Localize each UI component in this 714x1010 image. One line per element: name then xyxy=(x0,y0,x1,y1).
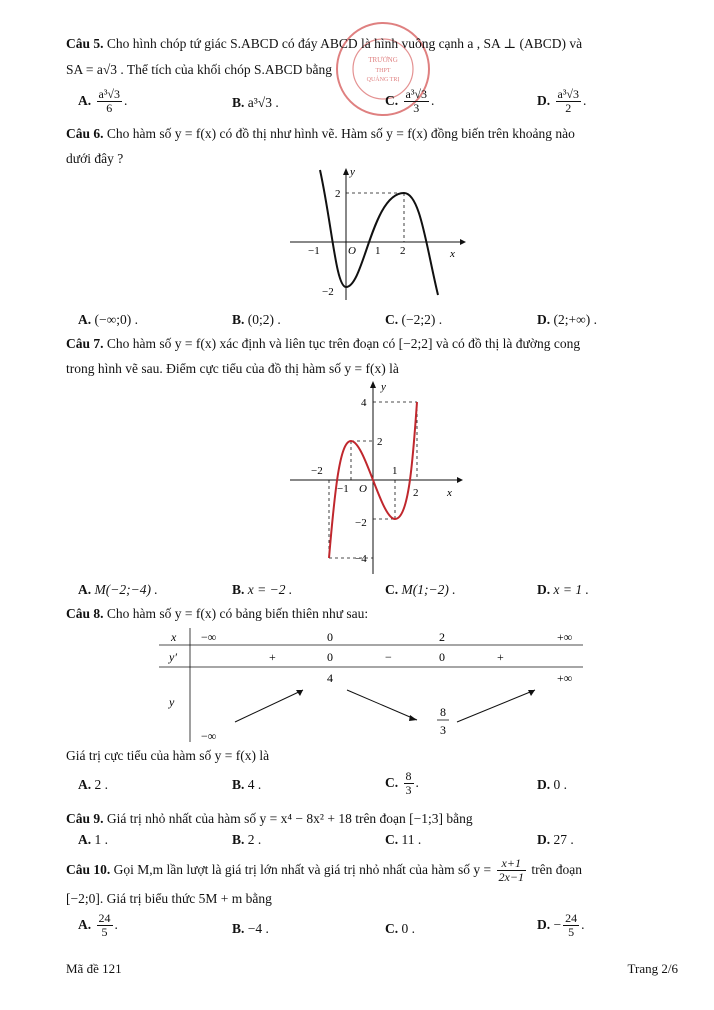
origin-label: O xyxy=(359,483,367,495)
fraction: $\frac{8}{3}$ xyxy=(405,769,412,798)
fraction: $\frac{24}{5}$ xyxy=(98,911,111,940)
q9-option-d[interactable]: D. 27 . xyxy=(537,832,574,847)
q7-function-graph xyxy=(285,378,465,578)
sign-value: 0 xyxy=(327,650,333,664)
table-yprime-label: y′ xyxy=(169,650,177,664)
q7-option-a[interactable]: A. M(−2;−4) . xyxy=(78,582,158,597)
x-axis-label: x xyxy=(450,248,455,260)
fraction: $\frac{x+1}{2x-1}$ xyxy=(498,856,524,885)
y-value: 8 xyxy=(440,705,446,719)
tick-label: 2 xyxy=(377,436,383,448)
y-axis-arrow xyxy=(370,381,376,388)
fraction: $\frac{\text{a³√3}}{3}$ xyxy=(405,87,428,116)
table-y-label: y xyxy=(169,695,175,709)
q6-stem-line1 xyxy=(66,127,575,142)
q5-option-b[interactable] xyxy=(232,96,279,111)
q8-question: Giá trị cực tiểu của hàm số y = f(x) là xyxy=(66,748,270,763)
fraction: $\frac{\text{a³√3}}{2}$ xyxy=(557,87,580,116)
q8-option-c[interactable]: C. $\frac{8}{3}$ . xyxy=(385,769,419,798)
fraction: $\frac{24}{5}$ xyxy=(565,911,578,940)
tick-label: −2 xyxy=(355,517,367,529)
q10-option-c[interactable]: C. 0 . xyxy=(385,921,415,936)
exam-code: Mã đề 121 xyxy=(66,961,122,976)
q5-option-d[interactable]: D. $\frac{\text{a³√3}}{2}$ . xyxy=(537,87,587,116)
tick-label: −2 xyxy=(311,465,323,477)
q5-stem-line2: SA = a√3 . Thể tích của khối chóp S.ABCD bằng xyxy=(66,62,332,77)
q6-stem1: Cho hàm số y = f(x) có đồ thị như hình vẽ. Hàm số y = f(x) đồng biến trên khoảng nào xyxy=(106,126,575,141)
q10-stem-line1 xyxy=(66,857,582,884)
q6-function-graph xyxy=(280,165,470,305)
q8-stem xyxy=(66,607,368,622)
q5-option-c[interactable]: C. $\frac{\text{a³√3}}{3}$ . xyxy=(385,87,435,116)
q7-option-d[interactable]: D. x = 1 . xyxy=(537,582,589,597)
y-value: +∞ xyxy=(557,671,573,685)
q8-option-b[interactable]: B. 4 . xyxy=(232,777,262,792)
q5-stem1: Cho hình chóp tứ giác S.ABCD có đáy ABCD là hình vuông cạnh a , SA ⊥ (ABCD) và xyxy=(106,36,583,51)
q9-label: Câu 9. xyxy=(66,811,104,826)
tick-label: −1 xyxy=(308,245,320,257)
q7-stem-line2: trong hình vẽ sau. Điểm cực tiểu của đồ thị hàm số y = f(x) là xyxy=(66,361,399,376)
option-text: a³√3 . xyxy=(247,95,279,110)
q7-stem1: Cho hàm số y = f(x) xác định và liên tục trên đoạn có [−2;2] và có đồ thị là đường cong xyxy=(106,336,581,351)
q9-option-c[interactable]: C. 11 . xyxy=(385,832,422,847)
sign-value: 0 xyxy=(439,650,445,664)
sign-value: + xyxy=(497,650,504,664)
x-axis-arrow xyxy=(460,239,466,245)
origin-label: O xyxy=(348,245,356,257)
y-axis-arrow xyxy=(343,168,349,175)
q10-option-d[interactable]: D. − $\frac{24}{5}$ . xyxy=(537,911,585,940)
q5-label: Câu 5. xyxy=(66,36,104,51)
q7-label: Câu 7. xyxy=(66,336,104,351)
y-value: 3 xyxy=(440,723,446,737)
q7-stem-line1 xyxy=(66,337,580,352)
q10-label: Câu 10. xyxy=(66,861,111,877)
x-value: +∞ xyxy=(557,630,573,644)
option-letter: A. xyxy=(78,92,92,108)
y-axis-label: y xyxy=(381,381,386,393)
tick-label: 2 xyxy=(335,188,341,200)
q9-option-a[interactable]: A. 1 . xyxy=(78,832,108,847)
x-axis-label: x xyxy=(447,487,452,499)
q8-stem-text: Cho hàm số y = f(x) có bảng biến thiên như sau: xyxy=(106,606,369,621)
option-letter: B. xyxy=(232,95,245,110)
q7-option-b[interactable]: B. x = −2 . xyxy=(232,582,293,597)
tick-label: −1 xyxy=(337,483,349,495)
q10-stem1a: Gọi M,m lần lượt là giá trị lớn nhất và giá trị nhỏ nhất của hàm số y = xyxy=(113,861,492,877)
q6-option-c[interactable]: C. (−2;2) . xyxy=(385,312,443,327)
svg-text:TRƯỜNG: TRƯỜNG xyxy=(368,56,398,64)
q8-option-d[interactable]: D. 0 . xyxy=(537,777,567,792)
q10-option-a[interactable]: A. $\frac{24}{5}$ . xyxy=(78,911,118,940)
tick-label: 2 xyxy=(413,487,419,499)
x-value: −∞ xyxy=(201,630,217,644)
tick-label: 2 xyxy=(400,245,406,257)
sign-value: − xyxy=(385,650,392,664)
svg-text:QUẢNG TRỊ: QUẢNG TRỊ xyxy=(366,77,400,83)
q6-stem-line2: dưới đây ? xyxy=(66,151,124,166)
q10-option-b[interactable]: B. −4 . xyxy=(232,921,269,936)
tick-label: 4 xyxy=(361,397,367,409)
q6-option-d[interactable]: D. (2;+∞) . xyxy=(537,312,597,327)
option-letter: D. xyxy=(537,92,551,108)
page-number: Trang 2/6 xyxy=(627,961,678,976)
q10-stem1b: trên đoạn xyxy=(531,861,582,877)
q5-stem-line1 xyxy=(66,37,582,52)
option-letter: C. xyxy=(385,92,399,108)
sign-value: + xyxy=(269,650,276,664)
q8-label: Câu 8. xyxy=(66,606,104,621)
y-value: 4 xyxy=(327,671,333,685)
q5-option-a[interactable]: A. $\frac{\text{a³√3}}{6}$ . xyxy=(78,87,128,116)
x-value: 0 xyxy=(327,630,333,644)
tick-label: 1 xyxy=(375,245,381,257)
x-axis-arrow xyxy=(457,477,463,483)
q9-option-b[interactable]: B. 2 . xyxy=(232,832,262,847)
q10-stem-line2: [−2;0]. Giá trị biểu thức 5M + m bằng xyxy=(66,891,272,906)
q9-stem-text: Giá trị nhỏ nhất của hàm số y = x⁴ − 8x² + 18 trên đoạn [−1;3] bằng xyxy=(106,811,473,826)
q6-option-b[interactable]: B. (0;2) . xyxy=(232,312,281,327)
q6-label: Câu 6. xyxy=(66,126,104,141)
q9-stem xyxy=(66,812,473,827)
tick-label: −2 xyxy=(322,286,334,298)
y-value: −∞ xyxy=(201,729,217,743)
x-value: 2 xyxy=(439,630,445,644)
y-axis-label: y xyxy=(350,166,355,178)
q7-option-c[interactable]: C. M(1;−2) . xyxy=(385,582,456,597)
tick-label: 1 xyxy=(392,465,398,477)
tick-label: −4 xyxy=(355,553,367,565)
q8-option-a[interactable]: A. 2 . xyxy=(78,777,108,792)
q6-option-a[interactable]: A. (−∞;0) . xyxy=(78,312,138,327)
q8-variation-table xyxy=(155,626,587,744)
fraction: $\frac{\text{a³√3}}{6}$ xyxy=(98,87,121,116)
table-x-label: x xyxy=(171,630,177,644)
svg-text:THPT: THPT xyxy=(375,68,391,74)
